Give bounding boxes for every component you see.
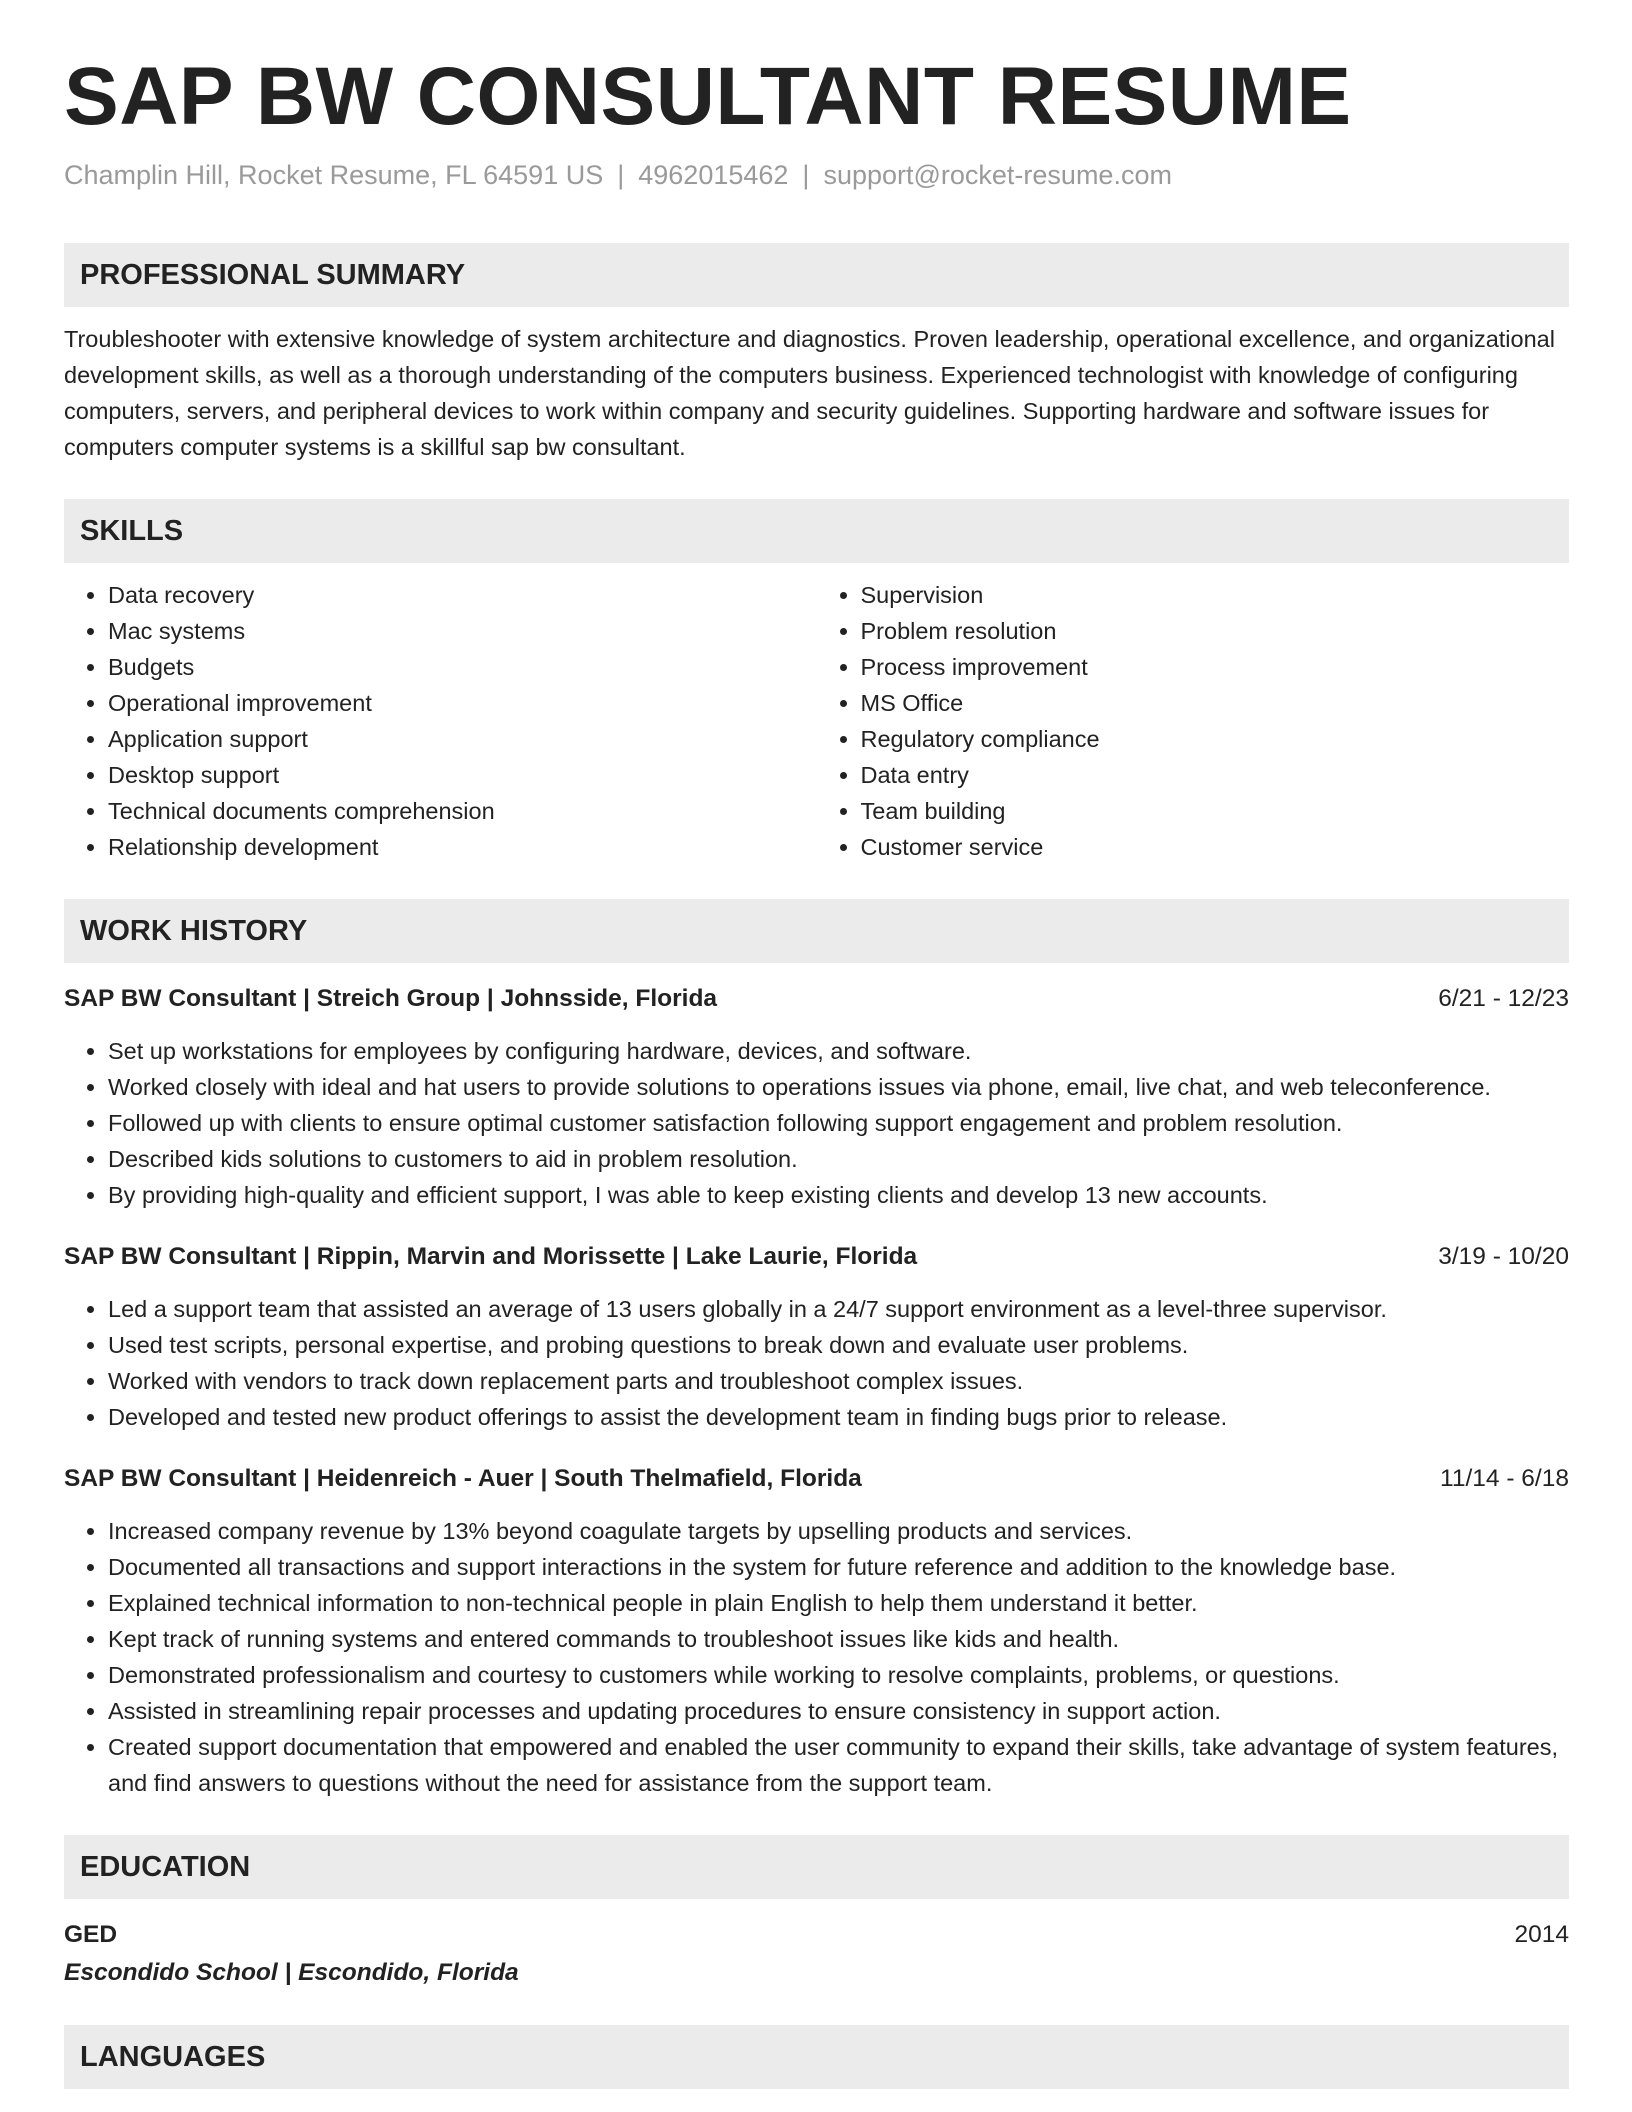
skill-item: • Supervision [861, 577, 1570, 613]
job-bullet: • Assisted in streamlining repair processes and updating procedures to ensure consistency in support action. [108, 1693, 1569, 1729]
skills-column-right [817, 577, 1570, 865]
contact-separator: | [802, 160, 810, 191]
skill-item: • Technical documents comprehension [108, 793, 817, 829]
skill-item: • Problem resolution [861, 613, 1570, 649]
section-header-education: EDUCATION [64, 1835, 1569, 1899]
resume-title: SAP BW CONSULTANT RESUME [64, 51, 1352, 142]
professional-summary: Troubleshooter with extensive knowledge of system architecture and diagnostics. Proven leadership, operational excellence, and organizational development skills, as well as a thorough understanding of the computers business. Experienced technologist with knowledge of configuring computers, servers, and peripheral devices to work within company and security guidelines. Supporting hardware and software issues for computers computer systems is a skillful sap bw consultant. [64, 326, 1555, 461]
job-header [64, 1239, 1569, 1275]
job-header [64, 981, 1569, 1017]
job-bullet: • Increased company revenue by 13% beyond coagulate targets by upselling products and services. [108, 1513, 1569, 1549]
section-header-skills: SKILLS [64, 499, 1569, 563]
job-bullet: • Set up workstations for employees by configuring hardware, devices, and software. [108, 1033, 1569, 1069]
education-school: Escondido School | Escondido, Florida [64, 1959, 519, 1987]
section-header-work-history: WORK HISTORY [64, 899, 1569, 963]
job-entry [64, 1461, 1569, 1801]
job-bullet: • Described kids solutions to customers to aid in problem resolution. [108, 1141, 1569, 1177]
contact-email: support@rocket-resume.com [823, 160, 1172, 191]
contact-phone: 4962015462 [638, 160, 789, 191]
skill-item: • Data entry [861, 757, 1570, 793]
job-bullets [64, 1291, 1569, 1435]
job-dates: 6/21 - 12/23 [1438, 985, 1569, 1013]
section-header-languages: LANGUAGES [64, 2025, 1569, 2089]
job-bullets [64, 1033, 1569, 1213]
job-bullet: • Developed and tested new product offerings to assist the development team in finding bugs prior to release. [108, 1399, 1569, 1435]
skill-item: • MS Office [861, 685, 1570, 721]
job-bullet: • Worked with vendors to track down replacement parts and troubleshoot complex issues. [108, 1363, 1569, 1399]
skill-item: • Team building [861, 793, 1570, 829]
job-bullet: • Used test scripts, personal expertise, and probing questions to break down and evaluate user problems. [108, 1327, 1569, 1363]
job-bullet: • Explained technical information to non-technical people in plain English to help them understand it better. [108, 1585, 1569, 1621]
skill-item: • Mac systems [108, 613, 817, 649]
education-degree: GED [64, 1921, 118, 1949]
skill-item: • Customer service [861, 829, 1570, 865]
job-entry [64, 981, 1569, 1213]
section-header-summary: PROFESSIONAL SUMMARY [64, 243, 1569, 307]
skill-item: • Application support [108, 721, 817, 757]
job-header [64, 1461, 1569, 1497]
job-bullet: • Worked closely with ideal and hat users to provide solutions to operations issues via phone, email, live chat, and web teleconference. [108, 1069, 1569, 1105]
job-title: SAP BW Consultant | Heidenreich - Auer | South Thelmafield, Florida [64, 1465, 862, 1493]
skill-item: • Relationship development [108, 829, 817, 865]
skills-column-left [64, 577, 817, 865]
job-bullets [64, 1513, 1569, 1801]
skill-item: • Operational improvement [108, 685, 817, 721]
job-dates: 11/14 - 6/18 [1440, 1465, 1569, 1493]
job-entry [64, 1239, 1569, 1435]
job-bullet: • Followed up with clients to ensure optimal customer satisfaction following support engagement and problem resolution. [108, 1105, 1569, 1141]
skill-item: • Desktop support [108, 757, 817, 793]
job-title: SAP BW Consultant | Rippin, Marvin and Morissette | Lake Laurie, Florida [64, 1243, 918, 1271]
job-bullet: • By providing high-quality and efficient support, I was able to keep existing clients and develop 13 new accounts. [108, 1177, 1569, 1213]
job-bullet: • Demonstrated professionalism and courtesy to customers while working to resolve complaints, problems, or questions. [108, 1657, 1569, 1693]
job-bullet: • Created support documentation that empowered and enabled the user community to expand their skills, take advantage of system features, and find answers to questions without the need for assistance from the support team. [108, 1729, 1569, 1801]
education-year: 2014 [1514, 1921, 1569, 1949]
skill-item: • Regulatory compliance [861, 721, 1570, 757]
contact-separator: | [617, 160, 625, 191]
skill-item: • Process improvement [861, 649, 1570, 685]
job-dates: 3/19 - 10/20 [1438, 1243, 1569, 1271]
education-header [64, 1917, 1569, 1953]
contact-address: Champlin Hill, Rocket Resume, FL 64591 US [64, 160, 604, 191]
job-title: SAP BW Consultant | Streich Group | Johnsside, Florida [64, 985, 718, 1013]
job-bullet: • Kept track of running systems and entered commands to troubleshoot issues like kids and health. [108, 1621, 1569, 1657]
skill-item: • Data recovery [108, 577, 817, 613]
education-entry [64, 1917, 1569, 1991]
job-bullet: • Documented all transactions and support interactions in the system for future reference and addition to the knowledge base. [108, 1549, 1569, 1585]
skills-list [64, 577, 1569, 865]
skill-item: • Budgets [108, 649, 817, 685]
contact-line [64, 158, 1569, 193]
job-bullet: • Led a support team that assisted an average of 13 users globally in a 24/7 support environment as a level-three supervisor. [108, 1291, 1569, 1327]
